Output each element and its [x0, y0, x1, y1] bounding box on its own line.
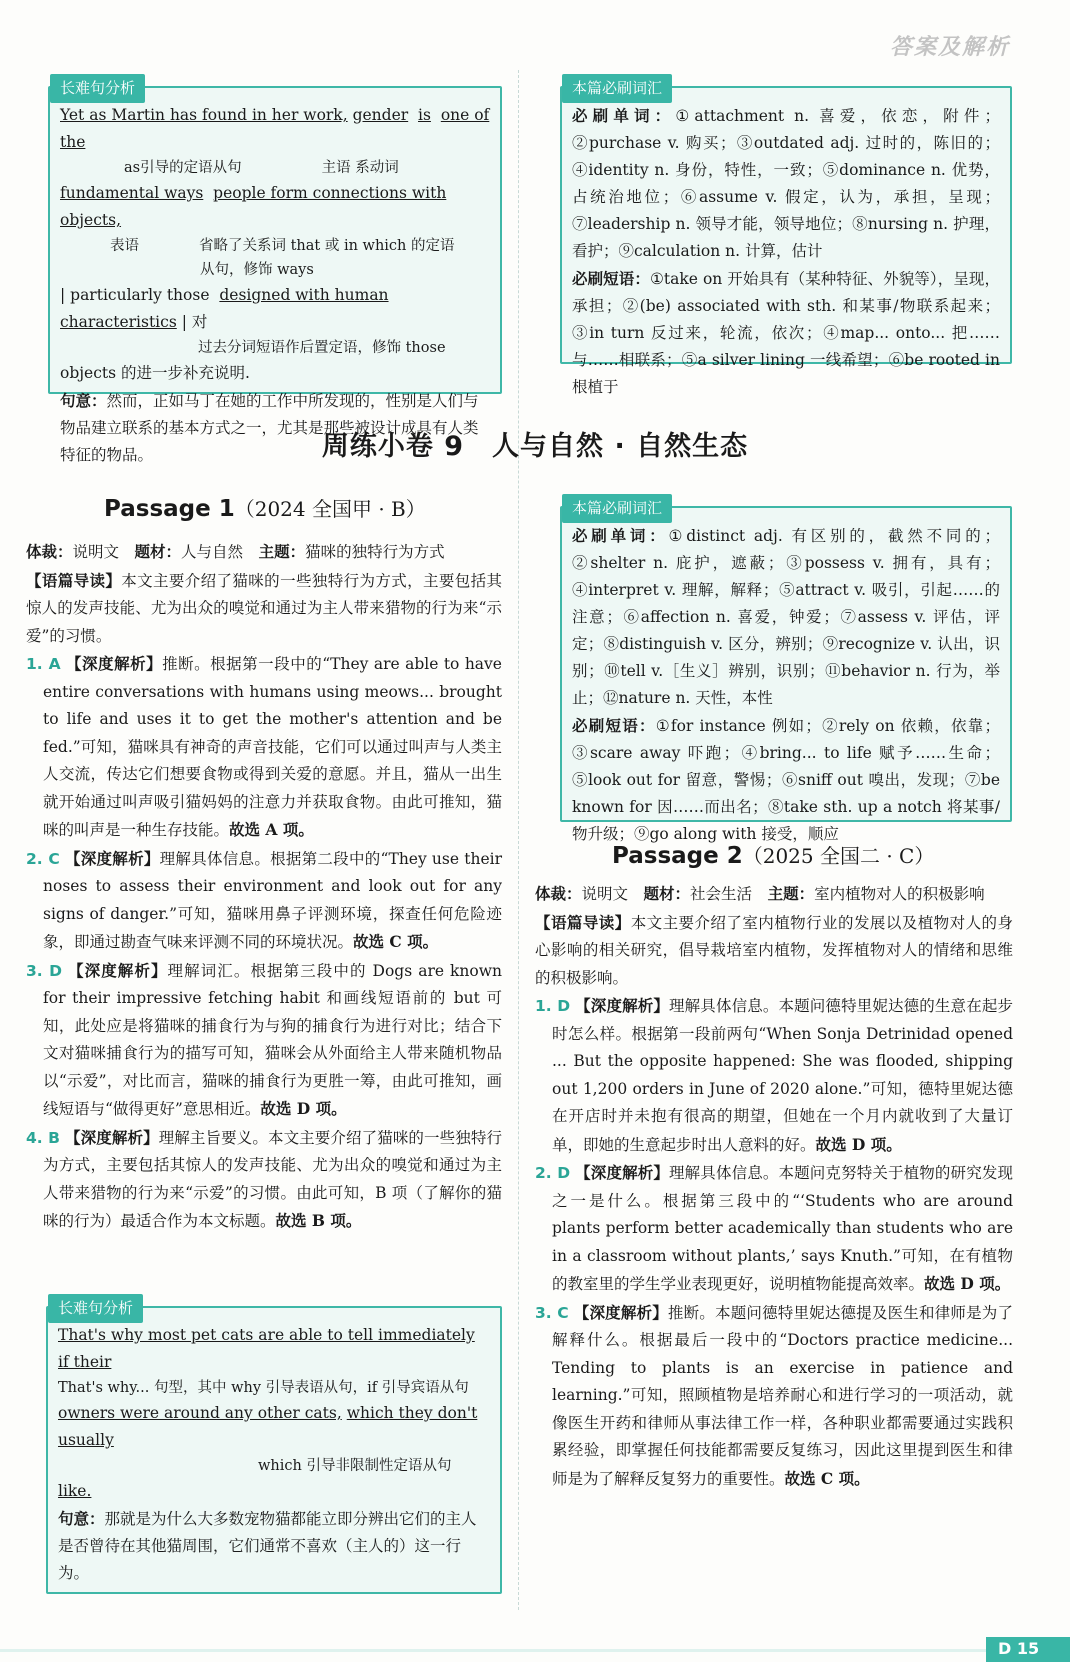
passage-1-title: Passage 1（2024 全国甲 · B） [104, 496, 426, 522]
box-tag: 本篇必刷词汇 [562, 494, 672, 523]
vocab-box-2: 本篇必刷词汇 必刷单词：①distinct adj. 有区别的，截然不同的；②shelter n. 庇护，遮蔽；③possess v. 拥有，具有；④interpret v. 理解，解释；⑤attract v. 吸引，引起……的注意；⑥affection n. 喜爱，钟爱；⑦assess v. 评估，评定；⑧distinguish v. 区分，辨别；⑨recognize v. 认出，识别；⑩tell v.［生义］辨别，识别；⑪behavior n. 行为，举止；⑫nature n. 天性，本性 必刷短语：①for instance 例如；②rely on 依赖，依靠；③scare away 吓跑；④bring... to life 赋予……生命；⑤look out for 留意，警惕；⑥sniff out 嗅出，发现；⑦be known for 因……而出名；⑧take sth. up a notch 将某事/物升级；⑨go along with 接受，顺应 [560, 506, 1012, 822]
passage-2-title: Passage 2（2025 全国二 · C） [612, 843, 935, 869]
footer-line [0, 1649, 986, 1652]
question-1: 1. A 【深度解析】推断。根据第一段中的“They are able to have entire conversations with humans using meows... brought to life and uses it to get the mother's attention and be fed.”可知，猫咪具有神奇的声音技能，它们可以通过叫声与人类主人交流，传达它们想要食物或得到关爱的意愿。并且，猫从一出生就开始通过叫声吸引猫妈妈的注意力并获取食物。由此可推知，猫咪的叫声是一种生存技能。故选 A 项。 [26, 654, 502, 839]
question-1: 1. D 【深度解析】理解具体信息。本题问德特里妮达德的生意在起步时怎么样。根据第一段前两句“When Sonja Detrinidad opened ... But the opposite happened: She was flooded, shipping out 1,200 orders in June of 2020 alone.”可知，德特里妮达德在开店时并未抱有很高的期望，但她在一个月内就收到了大量订单，即她的生意起步时出人意料的好。故选 D 项。 [535, 996, 1013, 1154]
box-tag: 本篇必刷词汇 [562, 74, 672, 103]
question-3: 3. D 【深度解析】理解词汇。根据第三段中的 Dogs are known for their impressive fetching habit 和画线短语前的 but 可知，此处应是将猫咪的捕食行为与狗的捕食行为进行对比；结合下文对猫咪捕食行为的描写可知，猫咪会从外面给主人带来随机物品以“示爱”，对比而言，猫咪的捕食行为更胜一筹，由此可推知，画线短语与“做得更好”意思相近。故选 D 项。 [26, 960, 502, 1118]
long-sentence-box-1: 长难句分析 Yet as Martin has found in her work, gender is one of the as引导的定语从句 主语 系动词 fundamental ways people form connections with objects, 表语 省略了关系词 that 或 in which 的定语 从句，修饰 ways | particularly those designed with human characteristics | 对 过去分词短语作后置定语，修饰 those objects 的进一步补充说明. 句意：然而，正如马丁在她的工作中所发现的，性别是人们与物品建立联系的基本方式之一，尤其是那些被设计成具有人类特征的物品。 [48, 86, 502, 394]
header-title: 答案及解析 [889, 35, 1010, 60]
page-title: 周练小卷 9 人与自然 · 自然生态 [321, 431, 749, 462]
long-sentence-box-2: 长难句分析 That's why most pet cats are able to tell immediately if their That's why... 句型，其中 why 引导表语从句，if 引导宾语从句 owners were around any other cats, which they don't usually which 引导非限制性定语从句 like. 句意：那就是为什么大多数宠物猫都能立即分辨出它们的主人是否曾待在其他猫周围，它们通常不喜欢（主人的）这一行为。 [46, 1306, 502, 1594]
passage-1-body: 体裁：说明文 题材：人与自然 主题：猫咪的独特行为方式 【语篇导读】本文主要介绍了猫咪的一些独特行为方式，主要包括其惊人的发声技能、尤为出众的嗅觉和通过为主人带来猎物的行为来“示爱”的习惯。 1. A 【深度解析】推断。根据第一段中的“They are able to have entire conversations with humans using meows... brought to life and uses it to get the mother's attention and be fed.”可知，猫咪具有神奇的声音技能，它们可以通过叫声与人类主人交流，传达它们想要食物或得到关爱的意愿。并且，猫从一出生就开始通过叫声吸引猫妈妈的注意力并获取食物。由此可推知，猫咪的叫声是一种生存技能。故选 A 项。 2. C 【深度解析】理解具体信息。根据第二段中的“They use their noses to assess their environment and look out for any signs of danger.”可知，猫咪用鼻子评测环境，探查任何危险迹象，即通过勘查气味来评测不同的环境状况。故选 C 项。 3. D 【深度解析】理解词汇。根据第三段中的 Dogs are known for their impressive fetching habit 和画线短语前的 but 可知，此处应是将猫咪的捕食行为与狗的捕食行为进行对比；结合下文对猫咪捕食行为的描写可知，猫咪会从外面给主人带来随机物品以“示爱”，对比而言，猫咪的捕食行为更胜一筹，由此可推知，画线短语与“做得更好”意思相近。故选 D 项。 4. B 【深度解析】理解主旨要义。本文主要介绍了猫咪的一些独特行为方式，主要包括其惊人的发声技能、尤为出众的嗅觉和通过为主人带来猎物的行为来“示爱”的习惯。由此可知，B 项（了解你的猫咪的行为）最适合作为本文标题。故选 B 项。 [26, 538, 502, 1236]
column-divider [518, 70, 519, 1610]
box-tag: 长难句分析 [48, 1294, 143, 1323]
box-tag: 长难句分析 [50, 74, 145, 103]
question-2: 2. C 【深度解析】理解具体信息。根据第二段中的“They use their noses to assess their environment and look out for any signs of danger.”可知，猫咪用鼻子评测环境，探查任何危险迹象，即通过勘查气味来评测不同的环境状况。故选 C 项。 [26, 848, 502, 951]
question-2: 2. D 【深度解析】理解具体信息。本题问克努特关于植物的研究发现之一是什么。根据第三段中的“‘Students who are around plants perform better academically than students who are in a classroom without plants,’ says Knuth.”可知，在有植物的教室里的学生学业表现更好，说明植物能提高效率。故选 D 项。 [535, 1163, 1013, 1293]
question-4: 4. B 【深度解析】理解主旨要义。本文主要介绍了猫咪的一些独特行为方式，主要包括其惊人的发声技能、尤为出众的嗅觉和通过为主人带来猎物的行为来“示爱”的习惯。由此可知，B 项（了解你的猫咪的行为）最适合作为本文标题。故选 B 项。 [26, 1127, 502, 1230]
question-3: 3. C 【深度解析】推断。本题问德特里妮达德提及医生和律师是为了解释什么。根据最后一段中的“Doctors practice medicine... Tending to plants is an exercise in patience and learning.”可知，照顾植物是培养耐心和进行学习的一项活动，就像医生开药和律师从事法律工作一样，各种职业都需要通过实践积累经验，即掌握任何技能都需要反复练习，因此这里提到医生和律师是为了解释反复努力的重要性。故选 C 项。 [535, 1302, 1013, 1488]
vocab-box-1: 本篇必刷词汇 必刷单词：①attachment n. 喜爱，依恋，附件；②purchase v. 购买；③outdated adj. 过时的，陈旧的；④identity n. 身份，特性，一致；⑤dominance n. 优势，占统治地位；⑥assume v. 假定，认为，承担，呈现；⑦leadership n. 领导才能，领导地位；⑧nursing n. 护理，看护；⑨calculation n. 计算，估计 必刷短语：①take on 开始具有（某种特征、外貌等），呈现，承担；②(be) associated with sth. 和某事/物联系起来；③in turn 反过来，轮流，依次；④map... onto... 把……与……相联系；⑤a silver lining 一线希望；⑥be rooted in 根植于 [560, 86, 1012, 364]
passage-2-body: 体裁：说明文 题材：社会生活 主题：室内植物对人的积极影响 【语篇导读】本文主要介绍了室内植物行业的发展以及植物对人的身心影响的相关研究，倡导栽培室内植物，发挥植物对人的情绪和思维的积极影响。 1. D 【深度解析】理解具体信息。本题问德特里妮达德的生意在起步时怎么样。根据第一段前两句“When Sonja Detrinidad opened ... But the opposite happened: She was flooded, shipping out 1,200 orders in June of 2020 alone.”可知，德特里妮达德在开店时并未抱有很高的期望，但她在一个月内就收到了大量订单，即她的生意起步时出人意料的好。故选 D 项。 2. D 【深度解析】理解具体信息。本题问克努特关于植物的研究发现之一是什么。根据第三段中的“‘Students who are around plants perform better academically than students who are in a classroom without plants,’ says Knuth.”可知，在有植物的教室里的学生学业表现更好，说明植物能提高效率。故选 D 项。 3. C 【深度解析】推断。本题问德特里妮达德提及医生和律师是为了解释什么。根据最后一段中的“Doctors practice medicine... Tending to plants is an exercise in patience and learning.”可知，照顾植物是培养耐心和进行学习的一项活动，就像医生开药和律师从事法律工作一样，各种职业都需要通过实践积累经验，即掌握任何技能都需要反复练习，因此这里提到医生和律师是为了解释反复努力的重要性。故选 C 项。 [535, 880, 1013, 1493]
page-number: D 15 [986, 1637, 1070, 1662]
